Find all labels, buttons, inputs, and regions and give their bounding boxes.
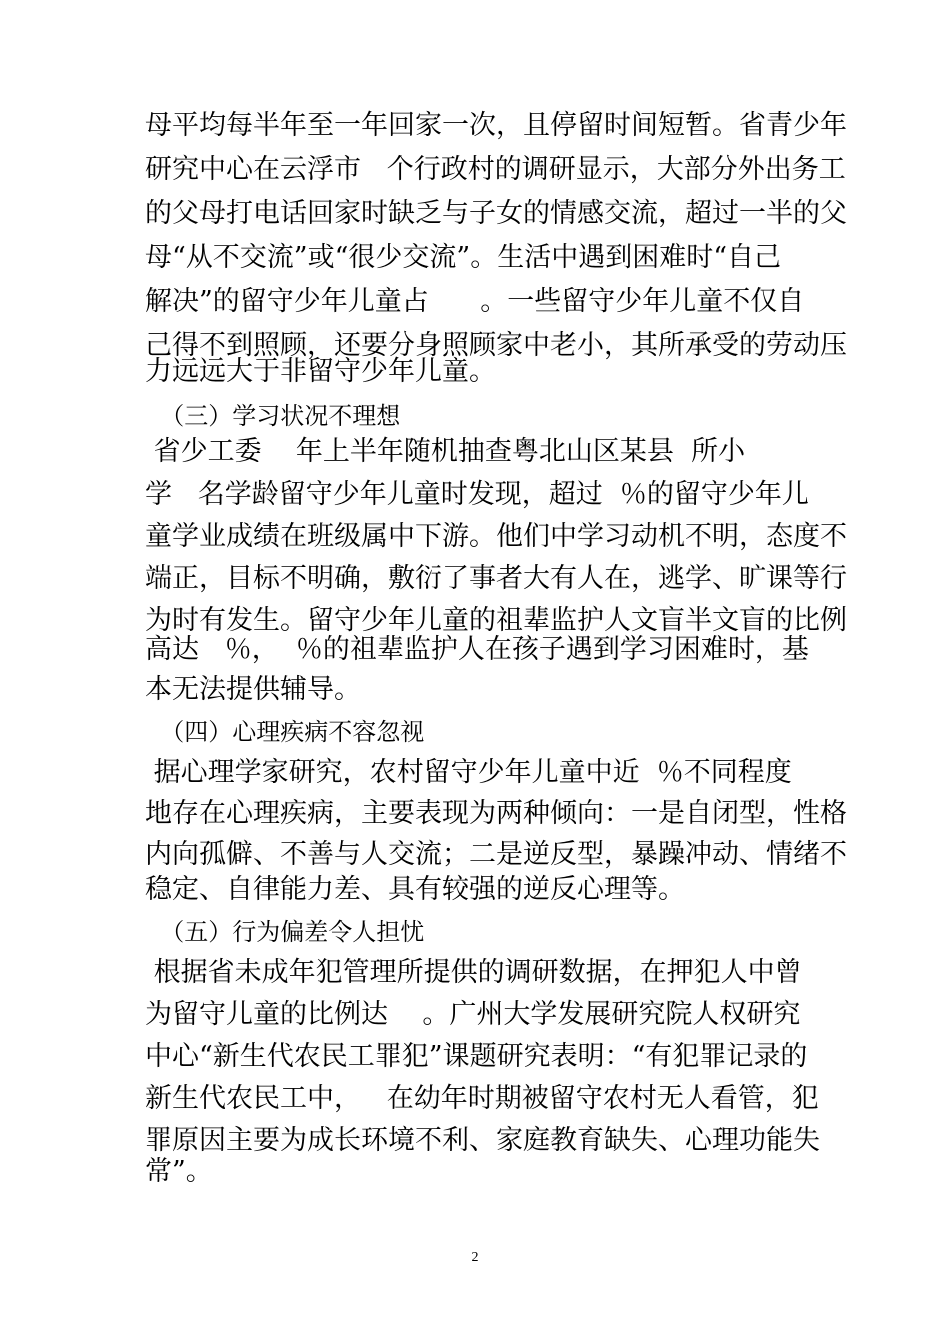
body-text-line: 研究中心在云浮市 个行政村的调研显示，大部分外出务工 — [145, 154, 846, 185]
body-text-line: 内向孤僻、不善与人交流；二是逆反型，暴躁冲动、情绪不 — [145, 839, 847, 870]
body-text-line: 中心“新生代农民工罪犯”课题研究表明：“有犯罪记录的 — [145, 1041, 808, 1072]
body-text-line: 为时有发生。留守少年儿童的祖辈监护人文盲半文盲的比例 — [145, 605, 847, 636]
section-heading-4: （四）心理疾病不容忽视 — [145, 718, 425, 746]
section-heading-3: （三）学习状况不理想 — [145, 402, 401, 430]
body-text-line: 力远远大于非留守少年儿童。 — [145, 356, 496, 387]
body-text-line: 高达 ％， ％的祖辈监护人在孩子遇到学习困难时，基 — [145, 634, 809, 665]
body-text-line: 童学业成绩在班级属中下游。他们中学习动机不明，态度不 — [145, 521, 847, 552]
body-text-line: 为留守儿童的比例达 。广州大学发展研究院人权研究 — [145, 999, 801, 1030]
page-number: 2 — [471, 1250, 479, 1265]
body-text-line: 省少工委 年上半年随机抽查粤北山区某县 所小 — [145, 436, 746, 467]
body-text-line: 地存在心理疾病，主要表现为两种倾向：一是自闭型，性格 — [145, 798, 847, 829]
body-text-line: 端正，目标不明确，敷衍了事者大有人在，逃学、旷课等行 — [145, 563, 847, 594]
body-text-line: 母“从不交流”或“很少交流”。生活中遇到困难时“自己 — [145, 242, 782, 273]
body-text-line: 罪原因主要为成长环境不利、家庭教育缺失、心理功能失 — [145, 1125, 820, 1156]
body-text-line: 据心理学家研究，农村留守少年儿童中近 ％不同程度 — [145, 757, 792, 788]
body-text-line: 学 名学龄留守少年儿童时发现，超过 ％的留守少年儿 — [145, 479, 809, 510]
body-text-line: 根据省未成年犯管理所提供的调研数据，在押犯人中曾 — [145, 957, 802, 988]
body-text-line: 母平均每半年至一年回家一次，且停留时间短暂。省青少年 — [145, 110, 847, 141]
body-text-line: 稳定、自律能力差、具有较强的逆反心理等。 — [145, 874, 685, 905]
body-text-line: 本无法提供辅导。 — [145, 674, 361, 705]
body-text-line: 常”。 — [145, 1156, 213, 1187]
body-text-line: 的父母打电话回家时缺乏与子女的情感交流，超过一半的父 — [145, 198, 847, 229]
body-text-line: 新生代农民工中， 在幼年时期被留守农村无人看管，犯 — [145, 1083, 819, 1114]
section-heading-5: （五）行为偏差令人担忧 — [145, 918, 425, 946]
body-text-line: 己得不到照顾，还要分身照顾家中老小，其所承受的劳动压 — [145, 330, 847, 361]
body-text-line: 解决”的留守少年儿童占 。一些留守少年儿童不仅自 — [145, 286, 805, 317]
